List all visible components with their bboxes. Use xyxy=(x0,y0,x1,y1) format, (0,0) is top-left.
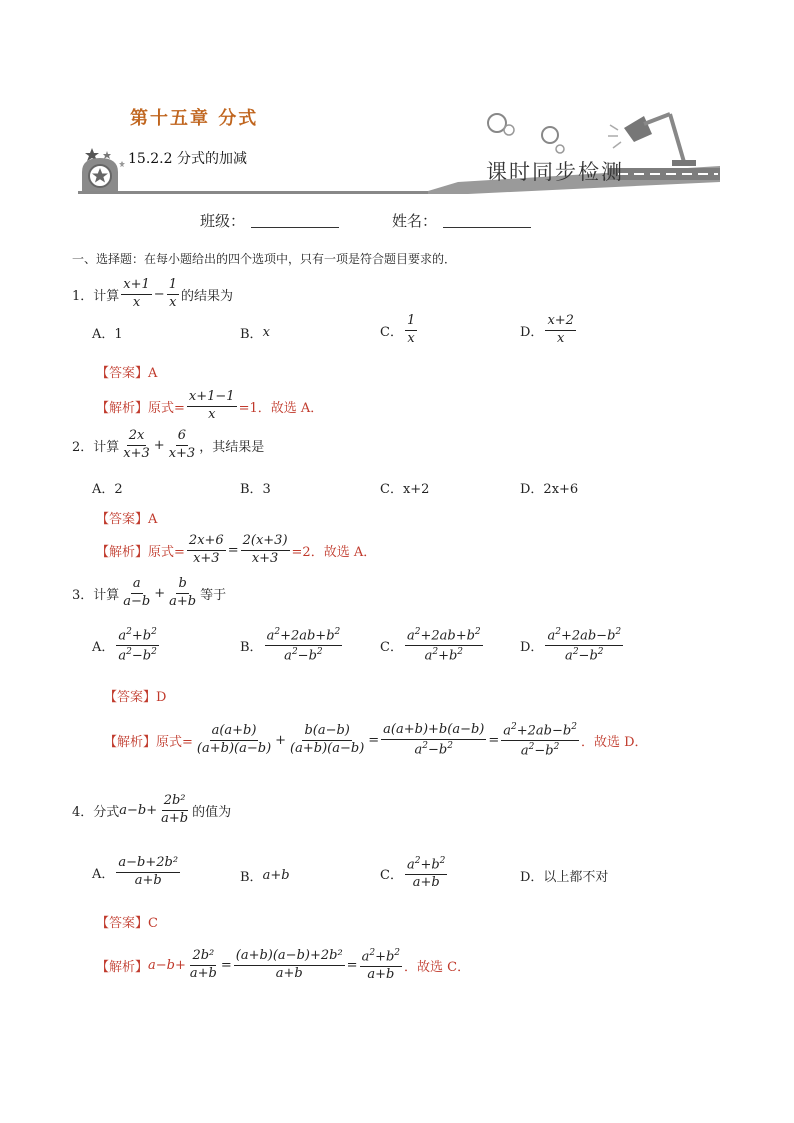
q4-option-d[interactable]: D．以上都不对 xyxy=(520,870,609,885)
q2-option-d[interactable]: D．2x+6 xyxy=(520,482,579,497)
star-icon xyxy=(119,161,125,167)
banner-text: 课时同步检测 xyxy=(486,160,624,184)
q3-answer: 【答案】D xyxy=(104,690,167,705)
question-1: 1．计算 $\frac{x+1}{x}$ − $\frac{1}{x}$ 的结果为 xyxy=(72,277,233,310)
q3-option-c[interactable]: C． $\frac{a^2+2ab+b^2}{a^2+b^2}$ xyxy=(380,627,481,664)
bubble-icon xyxy=(504,125,514,135)
q2-answer: 【答案】A xyxy=(96,512,158,527)
q2-option-b[interactable]: B．3 xyxy=(240,482,271,497)
q2-option-c[interactable]: C．x+2 xyxy=(380,482,430,497)
q3-option-d[interactable]: D． $\frac{a^2+2ab-b^2}{a^2-b^2}$ xyxy=(520,627,622,664)
question-2: 2．计算 $\frac{2x}{x+3}$ + $\frac{6}{x+3}$ ，其结果是 xyxy=(72,428,265,461)
q3-analysis: 【解析】 原式= $\frac{a(a+b)}{(a+b)(a-b)}$ + $\frac{b(a-b)}{(a+b)(a-b)}$ = $\frac{a(a+b)+b(a-b)}{a^2-b^2}$ = $\frac{a^2+2ab-b^2}{a^2-b^2}$ ．故选 D． xyxy=(104,722,648,759)
star-icon xyxy=(103,151,111,159)
q3-option-a[interactable]: A． $\frac{a^2+b^2}{a^2-b^2}$ xyxy=(92,627,157,664)
question-4: 4．分式 a−b+ $\frac{\text{2b²}}{a+b}$ 的值为 xyxy=(72,793,232,826)
chapter-title: 第十五章 分式 xyxy=(130,108,259,129)
q4-option-a[interactable]: A． $\frac{\text{a−b+2b²}}{a+b}$ xyxy=(92,855,179,888)
q2-analysis: 【解析】 原式= $\frac{2x+6}{x+3}$ = $\frac{2(x+3)}{x+3}$ =2．故选 A． xyxy=(96,533,377,566)
class-blank[interactable] xyxy=(251,213,339,228)
section-title: 15.2.2 分式的加减 xyxy=(128,151,247,167)
instructions: 一、选择题：在每小题给出的四个选项中，只有一项是符合题目要求的． xyxy=(72,252,457,266)
question-3: 3．计算 $\frac{a}{a-b}$ + $\frac{b}{a+b}$ 等于 xyxy=(72,576,227,609)
class-field: 班级： xyxy=(200,210,339,231)
bubble-icon xyxy=(556,145,564,153)
q3-option-b[interactable]: B． $\frac{a^2+2ab+b^2}{a^2-b^2}$ xyxy=(240,627,341,664)
q1-option-a[interactable]: A．1 xyxy=(92,327,123,342)
q2-option-a[interactable]: A．2 xyxy=(92,482,123,497)
q1-option-b[interactable]: B． x xyxy=(240,325,270,342)
q4-answer: 【答案】C xyxy=(96,916,158,931)
name-field: 姓名： xyxy=(392,210,531,231)
q4-option-c[interactable]: C． $\frac{a^2+b^2}{a+b}$ xyxy=(380,856,446,891)
bubble-icon xyxy=(542,127,558,143)
q4-analysis: 【解析】 a−b+ $\frac{\text{2b²}}{a+b}$ = $\frac{\text{(a+b)(a−b)+2b²}}{a+b}$ = $\frac{a^2+b^2}{a+b}$ ．故选 C． xyxy=(96,948,471,983)
q1-option-c[interactable]: C． $\frac{1}{x}$ xyxy=(380,313,416,346)
q4-option-b[interactable]: B． a+b xyxy=(240,868,290,885)
name-blank[interactable] xyxy=(443,213,531,228)
q1-option-d[interactable]: D． $\frac{x+2}{x}$ xyxy=(520,313,574,346)
q1-analysis: 【解析】 原式= $\frac{x+1-1}{x}$ =1．故选 A． xyxy=(96,389,324,422)
q1-answer: 【答案】A xyxy=(96,366,158,381)
